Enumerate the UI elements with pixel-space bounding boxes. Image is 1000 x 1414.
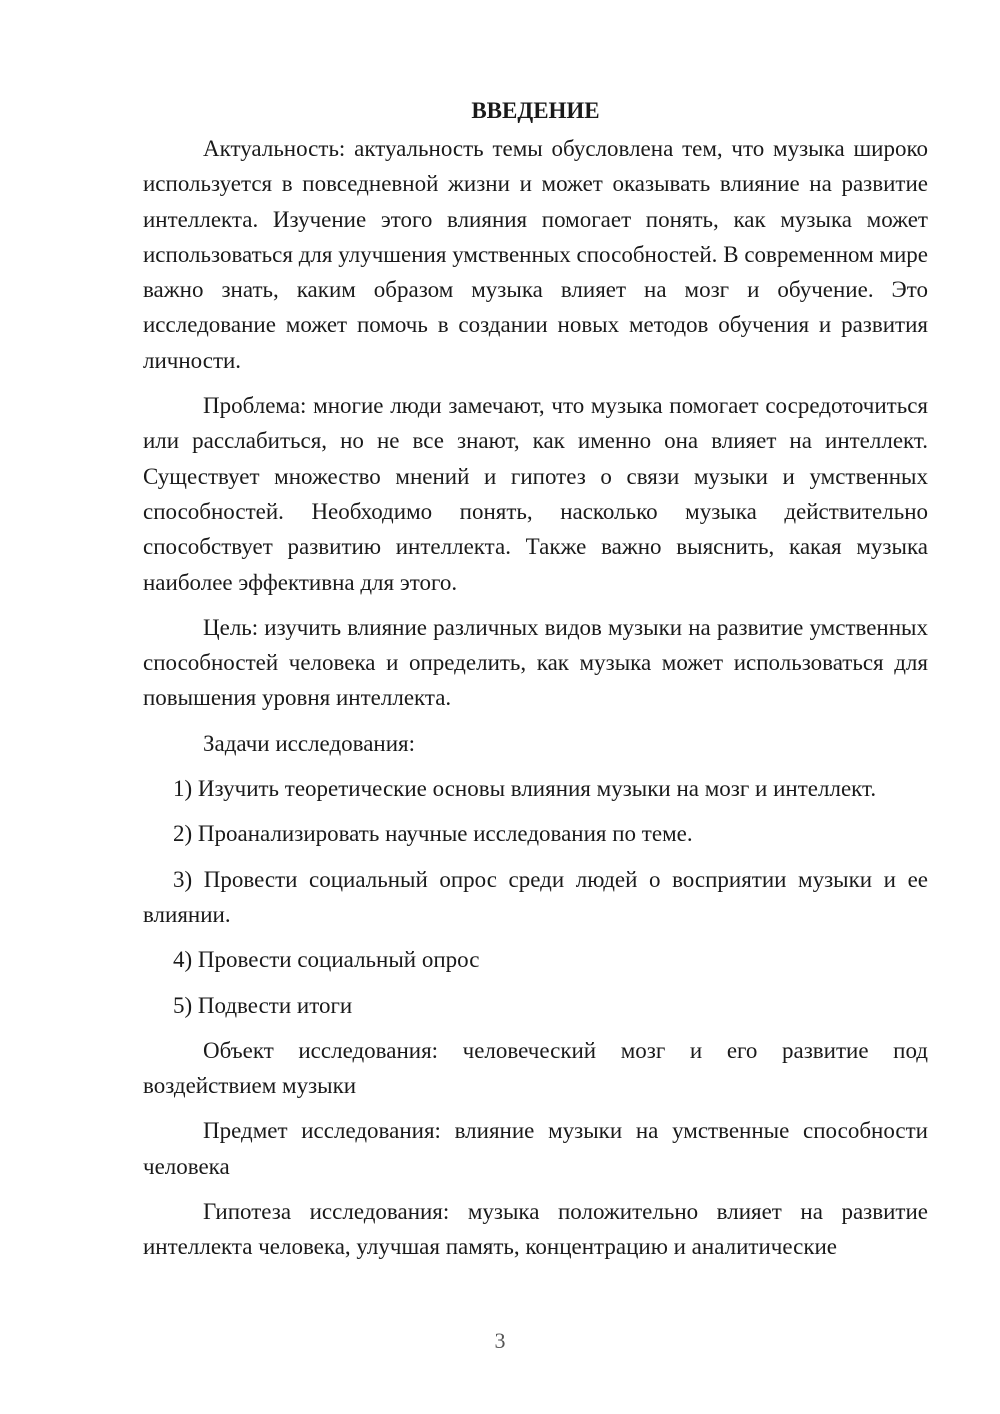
task-item-3: 3) Провести социальный опрос среди людей о восприятии музыки и ее влиянии. (143, 866, 928, 927)
goal-paragraph: Цель: изучить влияние различных видов музыки на развитие умственных способностей человека и определить, как музыка может использоваться для повышения уровня интеллекта. (143, 614, 928, 711)
tasks-heading: Задачи исследования: (203, 730, 416, 756)
document-page (143, 93, 928, 1265)
subject-paragraph: Предмет исследования: влияние музыки на умственные способности человека (143, 1118, 928, 1179)
object-paragraph: Объект исследования: человеческий мозг и его развитие под воздействием музыки (143, 1037, 928, 1099)
task-item-1: 1) Изучить теоретические основы влияния музыки на мозг и интеллект. (173, 776, 877, 802)
page-title: ВВЕДЕНИЕ (471, 98, 600, 123)
problem-paragraph: Проблема: многие люди замечают, что музыка помогает сосредоточиться или расслабиться, но не все знают, как именно она влияет на интеллект. Существует множество мнений и гипотез о связи музыки и умственных способностей. Необходимо понять, насколько музыка действительно способствует развитию интеллекта. Также важно выяснить, какая музыка наиболее эффективна для этого. (143, 393, 928, 595)
page-number: 3 (494, 1328, 506, 1353)
task-item-5: 5) Подвести итоги (173, 992, 353, 1018)
relevance-paragraph: Актуальность: актуальность темы обусловлена тем, что музыка широко используется в повседневной жизни и может оказывать влияние на развитие интеллекта. Изучение этого влияния помогает понять, как музыка может использоваться для улучшения умственных способностей. В современном мире важно знать, каким образом музыка влияет на мозг и обучение. Это исследование может помочь в создании новых методов обучения и развития личности. (143, 136, 928, 373)
hypothesis-paragraph: Гипотеза исследования: музыка положительно влияет на развитие интеллекта человека, улучшая память, концентрацию и аналитические (143, 1199, 928, 1260)
task-item-4: 4) Провести социальный опрос (173, 947, 480, 973)
task-item-2: 2) Проанализировать научные исследования по теме. (173, 821, 693, 847)
